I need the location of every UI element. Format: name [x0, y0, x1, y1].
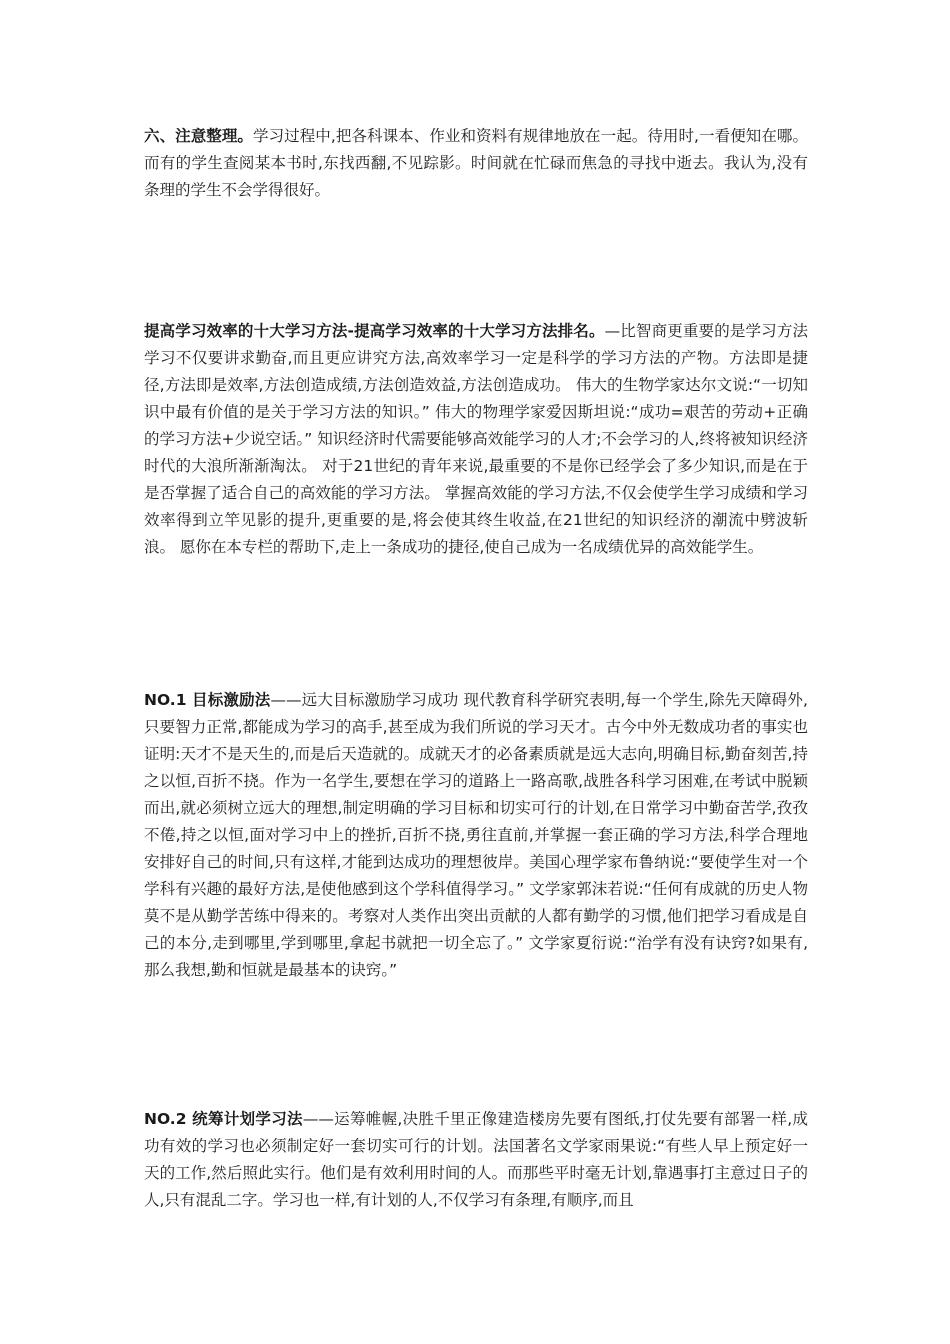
paragraph-ten-methods-intro [144, 318, 808, 561]
paragraph-heading: 提高学习效率的十大学习方法-提高学习效率的十大学习方法排名。 [144, 322, 605, 340]
paragraph-heading: NO.1 目标激励法 [144, 691, 271, 709]
paragraph-body: —比智商更重要的是学习方法 学习不仅要讲求勤奋,而且更应讲究方法,高效率学习一定是科学的学习方法的产物。方法即是捷径,方法即是效率,方法创造成绩,方法创造效益,方法创造成功。 伟大的生物学家达尔文说:“一切知识中最有价值的是关于学习方法的知识。” 伟大的物理学家爱因斯坦说:“成功=艰苦的劳动+正确的学习方法+少说空话。” 知识经济时代需要能够高效能学习的人才;不会学习的人,终将被知识经济时代的大浪所渐渐淘汰。 对于21世纪的青年来说,最重要的不是你已经学会了多少知识,而是在于是否掌握了适合自己的高效能的学习方法。 掌握高效能的学习方法,不仅会使学生学习成绩和学习效率得到立竿见影的提升,更重要的是,将会使其终生收益,在21世纪的知识经济的潮流中劈波斩浪。 愿你在本专栏的帮助下,走上一条成功的捷径,使自己成为一名成绩优异的高效能学生。 [144, 322, 808, 556]
paragraph-heading: NO.2 统筹计划学习法 [144, 1110, 303, 1128]
paragraph-planning [144, 1106, 808, 1214]
paragraph-heading: 六、注意整理。 [144, 127, 254, 145]
paragraph-body: ——远大目标激励学习成功 现代教育科学研究表明,每一个学生,除先天障碍外,只要智力正常,都能成为学习的高手,甚至成为我们所说的学习天才。古今中外无数成功者的事实也证明:天才不是天生的,而是后天造就的。成就天才的必备素质就是远大志向,明确目标,勤奋刻苦,持之以恒,百折不挠。作为一名学生,要想在学习的道路上一路高歌,战胜各科学习困难,在考试中脱颖而出,就必须树立远大的理想,制定明确的学习目标和切实可行的计划,在日常学习中勤奋苦学,孜孜不倦,持之以恒,面对学习中上的挫折,百折不挠,勇往直前,并掌握一套正确的学习方法,科学合理地安排好自己的时间,只有这样,才能到达成功的理想彼岸。美国心理学家布鲁纳说:“要使学生对一个学科有兴趣的最好方法,是使他感到这个学科值得学习。” 文学家郭沫若说:“任何有成就的历史人物莫不是从勤学苦练中得来的。考察对人类作出突出贡献的人都有勤学的习惯,他们把学习看成是自己的本分,走到哪里,学到哪里,拿起书就把一切全忘了。” 文学家夏衍说:“治学有没有诀窍?如果有,那么我想,勤和恒就是最基本的诀窍。” [144, 691, 808, 979]
paragraph-goal-motivation [144, 687, 808, 984]
paragraph-organize [144, 123, 808, 204]
paragraph-body: 学习过程中,把各科课本、作业和资料有规律地放在一起。待用时,一看便知在哪。而有的学生查阅某本书时,东找西翻,不见踪影。时间就在忙碌而焦急的寻找中逝去。我认为,没有条理的学生不会学得很好。 [144, 127, 808, 199]
paragraph-body: ——运筹帷幄,决胜千里正像建造楼房先要有图纸,打仗先要有部署一样,成功有效的学习也必须制定好一套切实可行的计划。法国著名文学家雨果说:“有些人早上预定好一天的工作,然后照此实行。他们是有效利用时间的人。而那些平时毫无计划,靠遇事打主意过日子的人,只有混乱二字。学习也一样,有计划的人,不仅学习有条理,有顺序,而且 [144, 1110, 808, 1209]
